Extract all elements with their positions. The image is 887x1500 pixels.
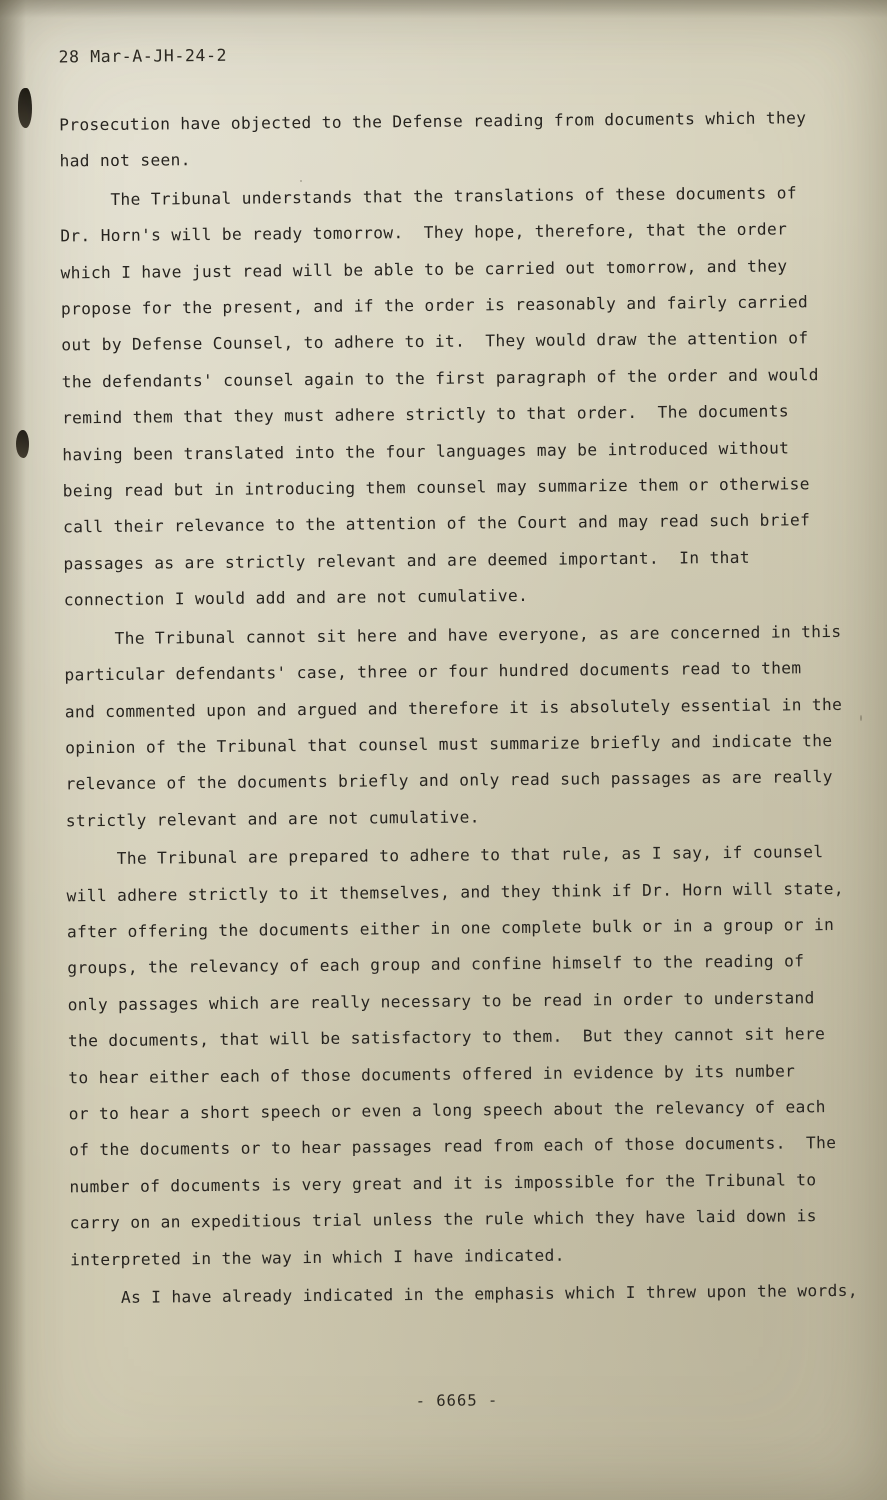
text-line: of the documents or to hear passages read from each of those documents. The xyxy=(68,1133,837,1160)
page-left-shadow xyxy=(0,0,26,1500)
page-top-shadow xyxy=(0,0,887,18)
text-line: The Tribunal cannot sit here and have everyone, as are concerned in this xyxy=(64,621,842,649)
text-line: strictly relevant and are not cumulative. xyxy=(65,807,480,831)
text-line: propose for the present, and if the order is reasonably and fairly carried xyxy=(60,292,809,319)
text-line: carry on an expeditious trial unless the rule which they have laid down is xyxy=(69,1206,817,1233)
text-line: and commented upon and argued and therefore it is absolutely essential in the xyxy=(64,694,843,721)
document-body xyxy=(59,100,858,1319)
text-line: had not seen. xyxy=(59,150,191,171)
text-line: or to hear a short speech or even a long speech about the relevancy of each xyxy=(68,1097,826,1124)
text-line: passages as are strictly relevant and are deemed important. In that xyxy=(63,547,750,574)
paper-tear-upper xyxy=(18,88,32,128)
paragraph xyxy=(64,614,843,840)
text-line: connection I would add and are not cumulative. xyxy=(63,586,529,610)
text-line: only passages which are really necessary to be read in order to understand xyxy=(67,987,815,1015)
text-line: relevance of the documents briefly and only read such passages as are really xyxy=(65,767,833,794)
paragraph xyxy=(66,834,845,1278)
text-line: particular defendants' case, three or four hundred documents read to them xyxy=(64,658,802,685)
paragraph xyxy=(59,100,832,180)
text-line: opinion of the Tribunal that counsel must summarize briefly and indicate the xyxy=(65,730,833,758)
text-line: which I have just read will be able to be carried out tomorrow, and they xyxy=(60,256,788,283)
text-line: to hear either each of those documents offered in evidence by its number xyxy=(68,1060,796,1087)
text-line: Prosecution have objected to the Defense reading from documents which they xyxy=(59,108,807,135)
text-line: groups, the relevancy of each group and confine himself to the reading of xyxy=(67,951,805,978)
document-header: 28 Mar-A-JH-24-2 xyxy=(58,45,228,67)
paragraph xyxy=(60,175,836,619)
text-line: The Tribunal are prepared to adhere to that rule, as I say, if counsel xyxy=(66,842,824,869)
text-line: call their relevance to the attention of the Court and may read such brief xyxy=(62,510,811,537)
text-line: having been translated into the four languages may be introduced without xyxy=(62,438,790,465)
text-line: the documents, that will be satisfactory to them. But they cannot sit here xyxy=(67,1024,826,1051)
text-line: number of documents is very great and it is impossible for the Tribunal to xyxy=(69,1169,817,1197)
text-line: out by Defense Counsel, to adhere to it. They would draw the attention of xyxy=(61,328,809,355)
text-line: being read but in introducing them counsel may summarize them or otherwise xyxy=(62,474,810,501)
paper-speck xyxy=(860,715,862,721)
text-line: interpreted in the way in which I have indicated. xyxy=(70,1245,565,1269)
text-line: will adhere strictly to it themselves, and they think if Dr. Horn will state, xyxy=(66,878,845,905)
text-line: after offering the documents either in one complete bulk or in a group or in xyxy=(66,914,835,942)
paragraph xyxy=(70,1273,858,1317)
text-line: The Tribunal understands that the translations of these documents of xyxy=(59,183,797,210)
text-line: Dr. Horn's will be ready tomorrow. They hope, therefore, that the order xyxy=(60,219,788,246)
text-line: remind them that they must adhere strictly to that order. The documents xyxy=(61,401,789,428)
text-line: As I have already indicated in the emphasis which I threw upon the words, xyxy=(70,1280,858,1308)
paper-tear-lower xyxy=(16,430,29,458)
page-number: - 6665 - xyxy=(415,1391,499,1411)
text-line: the defendants' counsel again to the first paragraph of the order and would xyxy=(61,365,819,392)
